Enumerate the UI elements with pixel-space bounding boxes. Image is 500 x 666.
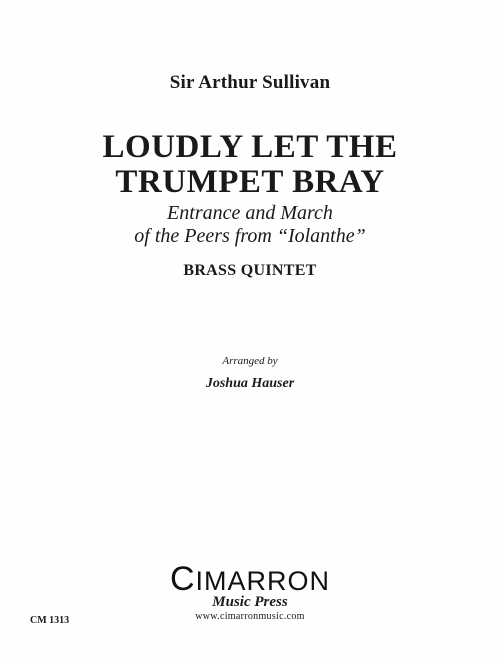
subtitle (0, 202, 500, 248)
publisher-logo (0, 560, 500, 598)
subtitle-line-1: Entrance and March (167, 202, 333, 224)
arranged-by-label: Arranged by (222, 355, 278, 367)
publisher-tagline: Music Press (212, 594, 288, 610)
publisher-url: www.cimarronmusic.com (195, 611, 305, 622)
title-line-2: TRUMPET BRAY (115, 164, 385, 200)
arranger-name: Joshua Hauser (205, 376, 295, 391)
composer-name: Sir Arthur Sullivan (169, 72, 331, 93)
title-line-1: LOUDLY LET THE (102, 129, 398, 165)
publisher-block (0, 560, 500, 622)
catalog-number: CM 1313 (30, 615, 70, 626)
title (0, 130, 500, 200)
subtitle-line-2: of the Peers from “Iolanthe” (134, 225, 366, 247)
ensemble: BRASS QUINTET (183, 262, 317, 279)
publisher-logo-initial: C (169, 560, 196, 598)
publisher-logo-rest: IMARRON (195, 566, 331, 596)
